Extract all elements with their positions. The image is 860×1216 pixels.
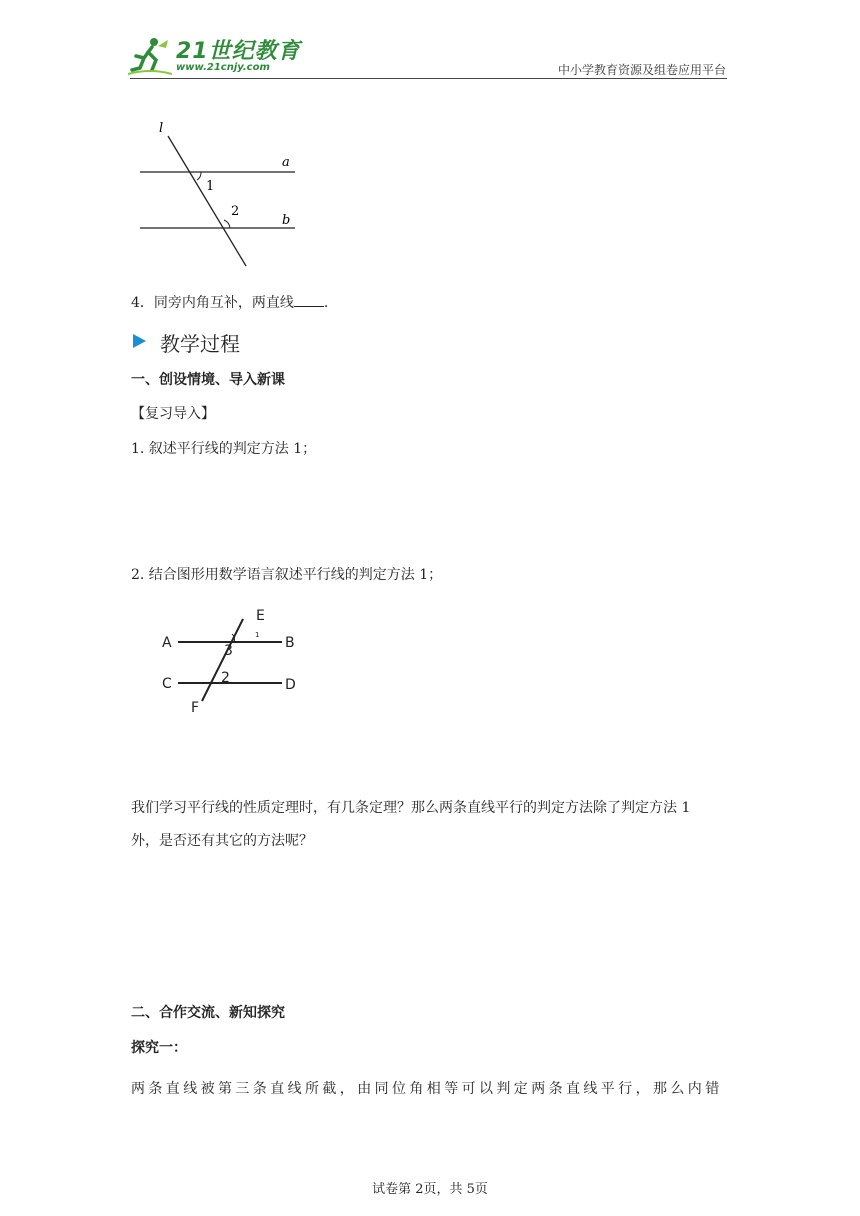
label-a: a	[282, 155, 290, 170]
line-l	[168, 136, 246, 266]
paragraph-line-2: 外，是否还有其它的方法呢？	[131, 833, 313, 849]
figure-parallel-lines-l-a-b	[135, 118, 305, 270]
label-E: E	[256, 608, 265, 624]
question-4	[131, 292, 328, 313]
part1-heading: 一、创设情境、导入新课	[131, 372, 285, 388]
review-item-1: 1. 叙述平行线的判定方法 1；	[131, 441, 317, 457]
label-angle-2: 2	[231, 204, 240, 219]
site-logo	[128, 34, 172, 78]
label-angle-1: 1	[206, 179, 215, 194]
triangle-right-icon	[133, 334, 146, 348]
part1-subheading: 【复习导入】	[131, 406, 215, 422]
logo-url: www.21cnjy.com	[176, 62, 270, 73]
angle-1-arc	[197, 172, 201, 180]
label-A: A	[162, 635, 172, 651]
label-D: D	[285, 677, 296, 693]
explore-label: 探究一：	[131, 1040, 187, 1056]
label-angle-3: 3	[224, 643, 233, 659]
answer-blank	[294, 292, 324, 307]
logo-name: 21世纪教育	[176, 39, 301, 64]
line-ef	[202, 619, 243, 701]
platform-name: 中小学教育资源及组卷应用平台	[557, 63, 726, 77]
label-F: F	[191, 700, 200, 716]
header-divider	[130, 78, 727, 79]
part2-heading: 二、合作交流、新知探究	[131, 1005, 285, 1021]
label-l: l	[159, 121, 164, 136]
question-4-text: 4．同旁内角互补，两直线	[131, 295, 294, 311]
label-C: C	[162, 676, 172, 692]
review-item-2: 2. 结合图形用数学语言叙述平行线的判定方法 1；	[131, 567, 443, 583]
paragraph-line-1: 我们学习平行线的性质定理时，有几条定理？那么两条直线平行的判定方法除了判定方法 1	[131, 800, 691, 816]
section-title: 教学过程	[160, 332, 240, 356]
label-b: b	[282, 213, 291, 228]
angle-2-arc	[224, 220, 230, 228]
explore-text: 两条直线被第三条直线所截，由同位角相等可以判定两条直线平行，那么内错	[131, 1081, 723, 1097]
question-4-period: .	[323, 295, 329, 311]
runner-logo-icon	[128, 34, 172, 78]
figure-parallel-lines-abcdef	[158, 604, 303, 716]
label-B: B	[285, 635, 295, 651]
label-angle-2: 2	[221, 670, 230, 686]
page-footer: 试卷第 2页，共 5页	[372, 1182, 488, 1197]
label-angle-1: 1	[255, 631, 260, 639]
